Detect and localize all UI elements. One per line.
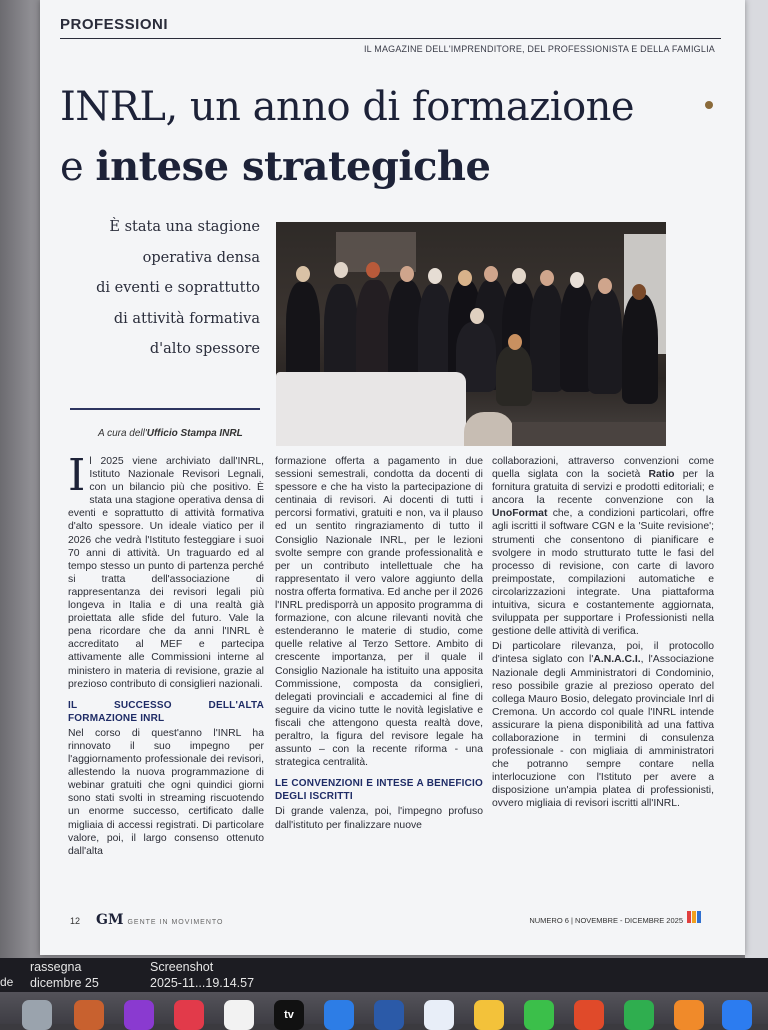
intro-line: di attività formativa <box>113 310 260 327</box>
numbers-icon[interactable] <box>624 1000 654 1030</box>
brand-mark-icon <box>687 910 703 922</box>
powerpoint-icon[interactable] <box>574 1000 604 1030</box>
logo-text: GM <box>96 912 124 928</box>
music-icon[interactable] <box>174 1000 204 1030</box>
photo-table <box>276 372 466 446</box>
photo-chair <box>464 412 514 446</box>
desktop-file-rassegna[interactable] <box>30 959 99 991</box>
intro-rule <box>70 408 260 410</box>
paragraph-text: per la fornitura gratuita di servizi e prodotti editoriali; e ancora la recente convenzione con la <box>492 469 714 507</box>
magazine-tagline: IL MAGAZINE DELL'IMPRENDITORE, DEL PROFESSIONISTA E DELLA FAMIGLIA <box>363 44 715 54</box>
dust-speck <box>705 101 713 109</box>
photo-head <box>484 266 498 282</box>
subheading: IL SUCCESSO DELL'ALTA FORMAZIONE INRL <box>68 699 264 724</box>
byline <box>98 428 243 439</box>
photo-person <box>588 288 622 394</box>
paragraph: formazione offerta a pagamento in due sessioni semestrali, condotta da docenti di spessore e che ha visto la partecipazione di centinaia di revisori. Ai docenti di tutti i percorsi formativi, gratuiti e non, va il plauso ed un sentito ringraziamento di tutto il Consiglio Nazionale INRL, per le lezioni svolte sempre con grande professionalità e per un contributo intellettuale che ha rappresentato il vero valore aggiunto della nostra offerta formativa. Ed anche per il 2026 l'INRL predisporrà un apposito programma di formazione, con alcune rilevanti novità che estenderanno le materie di studio, come quelle relative al Terzo Settore. Ambito di crescente importanza, per il quale il Consiglio Nazionale ha istituito una apposita Commissione, composta da consiglieri, delegati provinciali e accademici al fine di seguire da vicino tutte le novità legislative e fiscali che attengono questa realtà dove, peraltro, la figura del revisore legale ha assunto – con la recente riforma - una strategica centralità. <box>275 456 483 769</box>
photo-person <box>530 284 564 392</box>
paragraph: Nel corso di quest'anno l'INRL ha rinnovato il suo impegno per l'aggiornamento professionale dei revisori, allestendo la nuova programmazione di webinar gratuiti che ogni quindici giorni sono stati svolti in streaming riscuotendo un enorme successo, certificato dalle migliaia di accessi registrati. Di particolare valore, poi, il largo consenso ottenuto dall'alta <box>68 727 264 857</box>
screen-edge <box>745 0 768 960</box>
intro-line: d'alto spessore <box>149 341 260 357</box>
group-photo <box>276 222 666 446</box>
messages-icon[interactable] <box>524 1000 554 1030</box>
issue-label: NUMERO 6 | NOVEMBRE - DICEMBRE 2025 <box>529 916 683 925</box>
paragraph: Di grande valenza, poi, l'impegno profuso dall'istituto per finalizzare nuove <box>275 806 483 831</box>
file-label-line: Screenshot <box>150 960 214 974</box>
desktop-file-screenshot[interactable] <box>150 959 254 991</box>
page-number: 12 <box>70 916 81 926</box>
photo-person <box>622 294 658 404</box>
headline-line-1: INRL, un anno di formazione <box>60 84 635 130</box>
photo-head <box>540 270 554 286</box>
brand-anaci: A.N.A.C.I. <box>593 654 641 666</box>
magazine-page <box>40 0 745 955</box>
photo-head <box>512 268 526 284</box>
photo-head <box>458 270 472 286</box>
reminders-icon[interactable] <box>224 1000 254 1030</box>
intro-line: di eventi e soprattutto <box>96 280 260 296</box>
file-label-line: 2025-11...19.14.57 <box>150 976 255 990</box>
desktop-edge-label: de <box>0 975 14 989</box>
paragraph <box>492 455 714 638</box>
file-label-line: dicembre 25 <box>30 976 99 990</box>
photo-head <box>470 308 484 324</box>
magazine-logo <box>96 912 224 928</box>
intro-standfirst <box>80 212 260 365</box>
notes-icon[interactable] <box>474 1000 504 1030</box>
column-1 <box>68 450 264 860</box>
finder-icon[interactable] <box>22 1000 52 1030</box>
header-rule <box>60 38 721 39</box>
photo-head <box>598 278 612 294</box>
photo-head <box>296 266 310 282</box>
apple-tv-icon[interactable]: tv <box>274 1000 304 1030</box>
headline-prefix: e <box>60 144 96 190</box>
paragraph-text: l 2025 viene archiviato dall'INRL, Istituto Nazionale Revisori Legnali, con un bilancio più che positivo. È stata una stagione operativa densa di eventi e soprattutto di attività formativa d'alto spessore. Un ideale viatico per il 2026 che vedrà l'Istituto festeggiare i suoi 70 anni di attività. Un traguardo ed al tempo stesso un punto di partenza perché si tratta dell'associazione di rappresentanza dei revisori legali più longeva in Italia e di una realtà già proiettata alle sfide del futuro. Vale la pena ricordare che da anni l'INRL è accreditato al MEF e partecipa attivamente alle Commissioni interne al ministero in materia di revisione, grazie al prezioso contributo di consiglieri nazionali. <box>68 456 264 690</box>
drop-cap: I <box>68 450 86 501</box>
subheading: LE CONVENZIONI E INTESE A BENEFICIO DEGLI ISCRITTI <box>275 778 483 803</box>
headline-bold: intese strategiche <box>95 143 491 190</box>
photo-head <box>428 268 442 284</box>
pages-icon[interactable] <box>674 1000 704 1030</box>
podcasts-icon[interactable] <box>124 1000 154 1030</box>
photo-head <box>366 262 380 278</box>
byline-prefix: A cura dell' <box>98 428 147 439</box>
photo-floor <box>512 422 666 446</box>
photo-person <box>324 284 358 384</box>
paragraph-text: Di particolare rilevanza, poi, il protocollo d'intesa siglato con l' <box>492 641 714 666</box>
headline-line-2 <box>60 143 490 190</box>
intro-line: operativa densa <box>142 249 260 266</box>
word-icon[interactable] <box>374 1000 404 1030</box>
photo-head <box>400 266 414 282</box>
brand-ratio: Ratio <box>648 469 675 481</box>
paragraph-text: che, a condizioni particolari, offre agli iscritti il software CGN e la 'Suite revisione'; strumenti che consentono di pianificare e svolgere in modo strutturato tutte le fasi del processo di revisione, con carte di lavoro preimpostate, compilazioni automatiche e circolarizzazioni integrate. Una piattaforma intuitiva, sicura e costantemente aggiornata, sviluppata per supportare i Professionisti nella gestione delle attività di verifica. <box>492 508 714 638</box>
app-icon[interactable] <box>424 1000 454 1030</box>
section-label: PROFESSIONI <box>60 16 169 33</box>
intro-line: È stata una stagione <box>109 219 260 235</box>
keynote-icon[interactable] <box>324 1000 354 1030</box>
logo-subtitle: GENTE IN MOVIMENTO <box>127 919 224 926</box>
paragraph <box>492 640 714 810</box>
photo-person-seated <box>496 346 532 406</box>
article-body <box>60 450 725 885</box>
column-3 <box>492 455 714 813</box>
photo-head <box>508 334 522 350</box>
column-2 <box>275 455 483 834</box>
photo-head <box>334 262 348 278</box>
app-store-icon[interactable] <box>722 1000 752 1030</box>
app-icon[interactable] <box>74 1000 104 1030</box>
file-label-line: rassegna <box>30 960 82 974</box>
photo-head <box>570 272 584 288</box>
brand-unoformat: UnoFormat <box>492 508 548 520</box>
paragraph-text: collaborazioni, attraverso convenzioni come quella siglata con la società <box>492 456 714 481</box>
photo-person <box>286 282 320 382</box>
paragraph <box>68 450 264 691</box>
desktop-strip <box>0 958 768 992</box>
paragraph-text: , l'Associazione Nazionale degli Amministratori di Condominio, reso possibile grazie al prezioso operato del collega Mauro Bosio, delegato provinciale Inrl di Cremona. Un accordo col quale l'INRL intende assicurare la piena disponibilità ad una fattiva collaborazione in termini di consulenza professionale - con migliaia di amministratori che potranno sempre contare nella interlocuzione con l'Istituto per avere a disposizione un'ampia platea di professionisti, ovvero migliaia di revisori iscritti all'INRL. <box>492 654 714 810</box>
photo-head <box>632 284 646 300</box>
byline-author: Ufficio Stampa INRL <box>146 428 243 439</box>
